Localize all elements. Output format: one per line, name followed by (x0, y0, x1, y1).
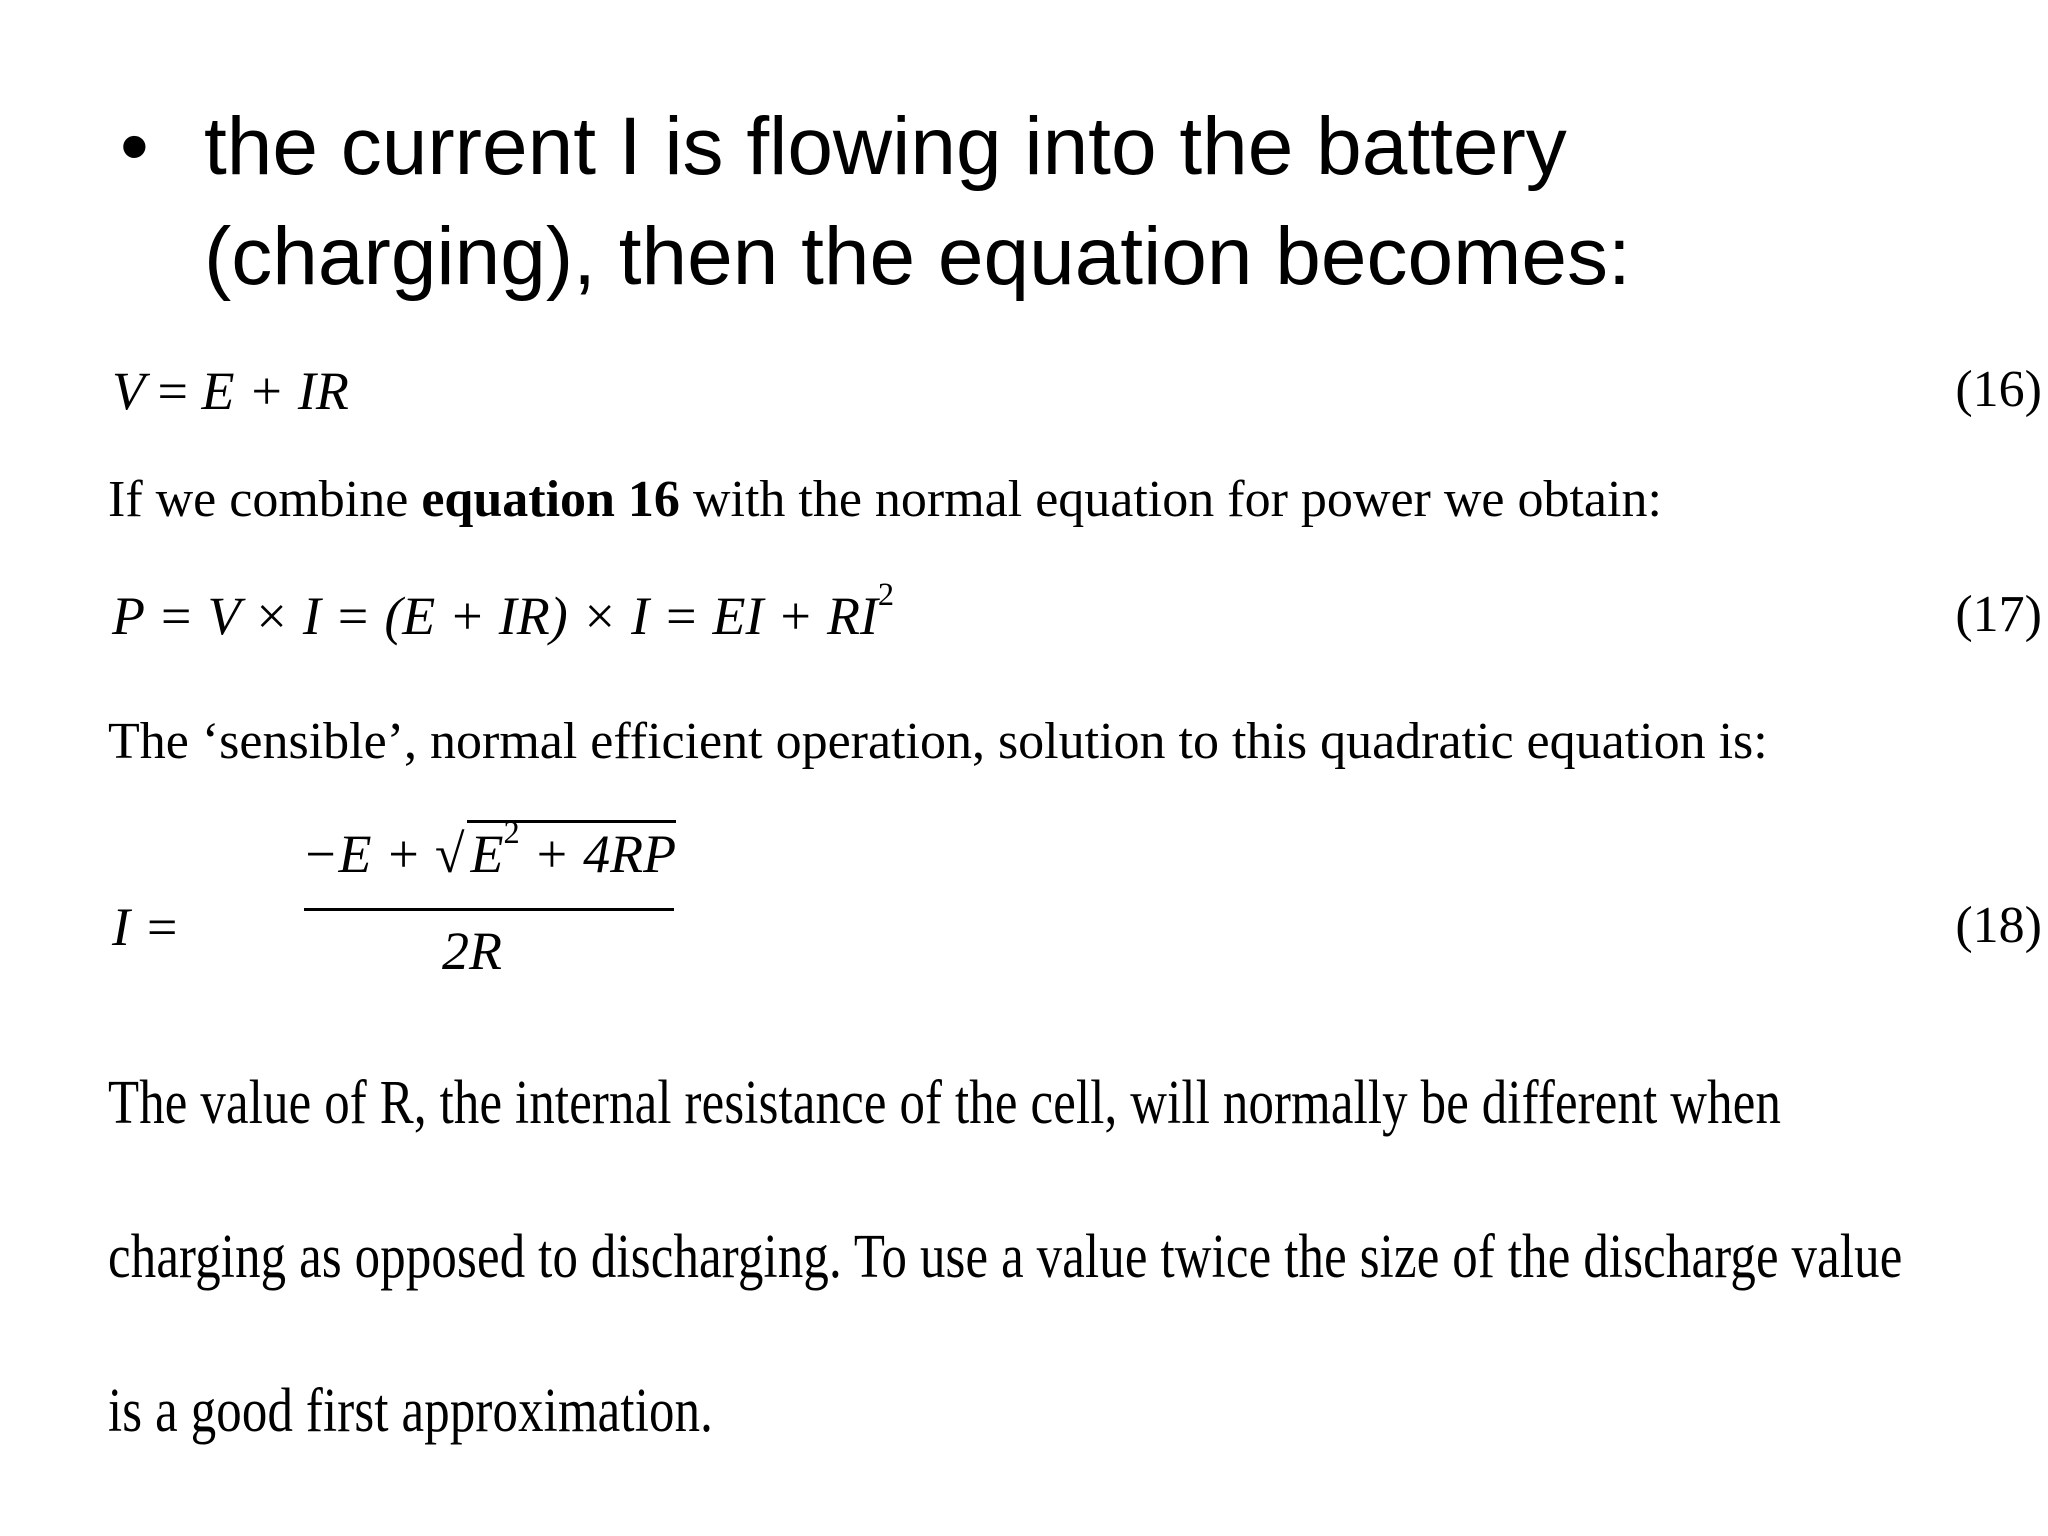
equation-18-number: (18) (1955, 897, 2042, 954)
equation-16-lhs: V (112, 361, 145, 421)
bullet-symbol: • (120, 101, 149, 192)
equation-18 (112, 814, 2042, 1000)
text-combine-equation (108, 470, 1662, 529)
equation-18-fraction (302, 814, 682, 990)
text-combine-pre: If we combine (108, 471, 422, 528)
paragraph-line-1: The value of R, the internal resistance of the cell, will normally be different when (108, 1069, 1782, 1137)
equation-16-number: (16) (1955, 361, 2042, 418)
paragraph-line-2: charging as opposed to discharging. To use a value twice the size of the discharge value (108, 1223, 1903, 1291)
sqrt-radicand (467, 814, 677, 885)
equation-18-denominator: 2R (442, 921, 502, 981)
equation-16 (112, 360, 2042, 450)
equation-17 (112, 576, 2042, 675)
text-combine-post: with the normal equation for power we obtain: (679, 471, 1662, 528)
fraction-bar (304, 908, 674, 911)
radicand-base: E (470, 824, 504, 884)
paragraph-line-3: is a good first approximation. (108, 1377, 714, 1445)
equation-16-equals: = (157, 361, 188, 421)
radicand-exponent: 2 (503, 814, 520, 851)
equation-17-body: P = V × I = (E + IR) × I = EI + RI (112, 586, 878, 646)
bullet-line-2: (charging), then the equation becomes: (204, 211, 1631, 302)
equation-18-lhs: I = (112, 897, 180, 957)
text-combine-bold: equation 16 (421, 471, 680, 528)
equation-18-numerator (302, 814, 682, 885)
equation-17-expression (112, 576, 895, 647)
equation-17-exponent: 2 (877, 576, 895, 613)
bullet-line-1: the current I is flowing into the battery (204, 101, 1567, 192)
text-quadratic-solution: The ‘sensible’, normal efficient operation, solution to this quadratic equation is: (108, 713, 1768, 770)
bullet-text (204, 92, 1964, 312)
equation-16-expression (112, 360, 349, 422)
numerator-prefix: −E + (302, 824, 435, 884)
radicand-rest: + 4RP (519, 824, 677, 884)
equation-17-number: (17) (1955, 586, 2042, 643)
equation-16-rhs: E + IR (201, 361, 349, 421)
sqrt-symbol: √ (434, 824, 465, 884)
